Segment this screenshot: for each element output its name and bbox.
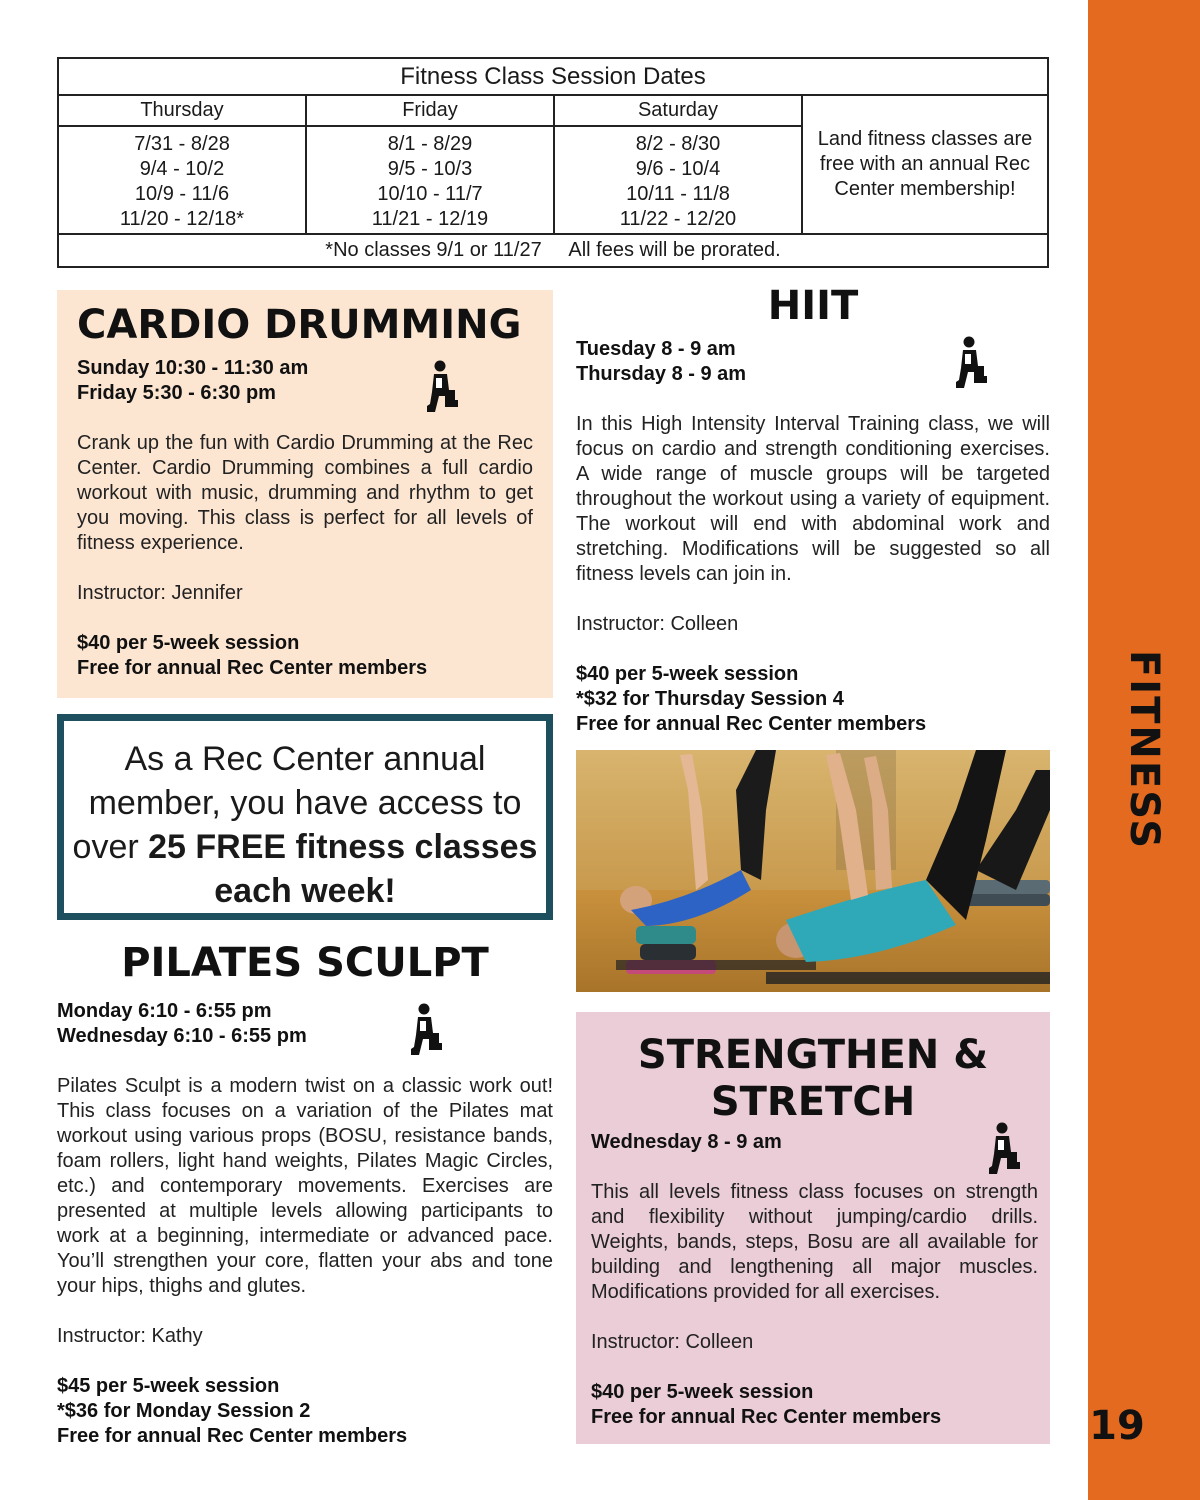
strength-schedule: Wednesday 8 - 9 am (591, 1131, 782, 1153)
fitness-lunge-icon (954, 336, 988, 390)
header-thursday: Thursday (58, 95, 306, 126)
table-title: Fitness Class Session Dates (58, 58, 1048, 95)
table-footer: *No classes 9/1 or 11/27 All fees will be prorated. (58, 234, 1048, 267)
fitness-lunge-icon (987, 1122, 1021, 1176)
session-dates-table (57, 57, 1049, 268)
pilates-schedule: Monday 6:10 - 6:55 pm Wednesday 6:10 - 6:55 pm (57, 1000, 307, 1047)
pilates-title: PILATES SCULPT (121, 940, 489, 986)
pilates-pricing: $45 per 5-week session *$36 for Monday Session 2 Free for annual Rec Center members (57, 1375, 408, 1447)
strengthen-stretch-box (576, 1012, 1050, 1444)
hiit-title: HIIT (767, 283, 859, 329)
pilates-description: Pilates Sculpt is a modern twist on a classic work out! This class focuses on a variation of the Pilates mat workout using various props (BOSU, resistance bands, foam rollers, light hand weights, Pilates Magic Circles, etc.) and contemporary movements. Exercises are presented at multiple levels allowing participants to work at a beginning, intermediate or advanced pace. You’ll strengthen your core, flatten your abs and tone your hips, thighs and glutes. (57, 1075, 553, 1297)
promo-text: As a Rec Center annual member, you have access to over 25 FREE fitness classes each week! (72, 740, 538, 910)
saturday-dates: 8/2 - 8/30 9/6 - 10/4 10/11 - 11/8 11/22 - 12/20 (554, 126, 802, 234)
cardio-drumming-box (57, 290, 553, 698)
header-saturday: Saturday (554, 95, 802, 126)
pilates-instructor: Instructor: Kathy (57, 1325, 203, 1347)
membership-promo-box (57, 714, 553, 920)
cardio-description: Crank up the fun with Cardio Drumming at the Rec Center. Cardio Drumming combines a full cardio workout with music, drumming and rhythm to get you moving. This class is perfect for all levels of fitness experience. (77, 432, 533, 554)
hiit-schedule: Tuesday 8 - 9 am Thursday 8 - 9 am (576, 338, 747, 385)
cardio-pricing: $40 per 5-week session Free for annual Rec Center members (77, 632, 428, 679)
fitness-class-photo (576, 750, 1050, 992)
strength-instructor: Instructor: Colleen (591, 1331, 754, 1353)
fitness-lunge-icon (425, 360, 459, 414)
thursday-dates: 7/31 - 8/28 9/4 - 10/2 10/9 - 11/6 11/20 - 12/18* (58, 126, 306, 234)
hiit-instructor: Instructor: Colleen (576, 613, 739, 635)
membership-note: Land fitness classes are free with an annual Rec Center membership! (802, 95, 1048, 234)
cardio-title: CARDIO DRUMMING (77, 302, 522, 348)
strength-pricing: $40 per 5-week session Free for annual Rec Center members (591, 1381, 942, 1428)
strength-description: This all levels fitness class focuses on strength and flexibility without jumping/cardio drills. Weights, bands, steps, Bosu are all available for building and lengthening all major muscles. Modifications provided for all exercises. (591, 1181, 1038, 1303)
cardio-instructor: Instructor: Jennifer (77, 582, 243, 604)
friday-dates: 8/1 - 8/29 9/5 - 10/3 10/10 - 11/7 11/21 - 12/19 (306, 126, 554, 234)
fitness-lunge-icon (409, 1003, 443, 1057)
hiit-description: In this High Intensity Interval Training class, we will focus on cardio and strength conditioning exercises. A wide range of muscle groups will be targeted throughout the workout using a variety of equipment. The workout will end with abdominal work and stretching. Modifications will be suggested so all fitness levels can join in. (576, 413, 1050, 585)
hiit-pricing: $40 per 5-week session *$32 for Thursday Session 4 Free for annual Rec Center members (576, 663, 927, 735)
strength-title: STRENGTHEN & STRETCH (637, 1032, 989, 1125)
cardio-schedule: Sunday 10:30 - 11:30 am Friday 5:30 - 6:30 pm (77, 357, 309, 404)
page-number: 19 (1089, 1403, 1145, 1449)
header-friday: Friday (306, 95, 554, 126)
section-label: FITNESS (1121, 649, 1167, 851)
